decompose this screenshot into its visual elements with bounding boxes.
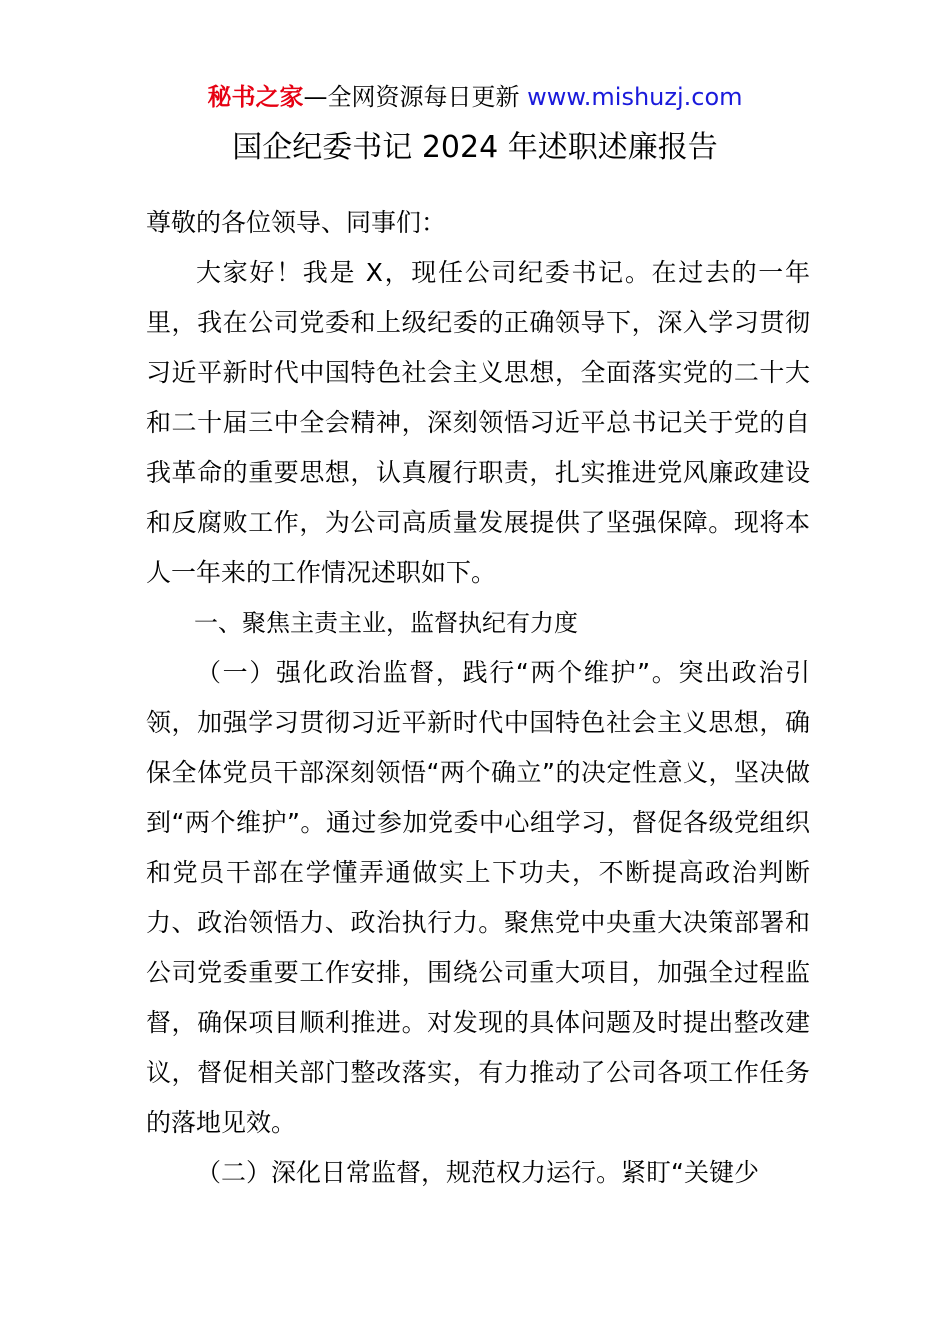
paragraph-daily-supervision: （二）深化日常监督，规范权力运行。紧盯“关键少 bbox=[196, 1158, 759, 1187]
document-body bbox=[146, 198, 810, 1198]
brand-name: 秘书之家 bbox=[207, 83, 304, 111]
paragraph-political-supervision: （一）强化政治监督，践行“两个维护”。突出政治引领，加强学习贯彻习近平新时代中国特色社会主义思想，确保全体党员干部深刻领悟“两个确立”的决定性意义，坚决做到“两个维护”。通过参加党委中心组学习，督促各级党组织和党员干部在学懂弄通做实上下功夫，不断提高政治判断力、政治领悟力、政治执行力。聚焦党中央重大决策部署和公司党委重要工作安排，围绕公司重大项目，加强全过程监督，确保项目顺利推进。对发现的具体问题及时提出整改建议，督促相关部门整改落实，有力推动了公司各项工作任务的落地见效。 bbox=[146, 658, 810, 1137]
section-heading-1: 一、聚焦主责主业，监督执纪有力度 bbox=[194, 609, 578, 637]
header-tagline: —全网资源每日更新 bbox=[303, 83, 528, 111]
site-url-link[interactable]: www.mishuzj.com bbox=[527, 83, 743, 111]
paragraph-intro: 大家好！我是 X，现任公司纪委书记。在过去的一年里，我在公司党委和上级纪委的正确领导下，深入学习贯彻习近平新时代中国特色社会主义思想，全面落实党的二十大和二十届三中全会精神，深刻领悟习近平总书记关于党的自我革命的重要思想，认真履行职责，扎实推进党风廉政建设和反腐败工作，为公司高质量发展提供了坚强保障。现将本人一年来的工作情况述职如下。 bbox=[146, 258, 810, 587]
salutation: 尊敬的各位领导、同事们： bbox=[146, 208, 447, 237]
site-header bbox=[0, 80, 950, 114]
document-title: 国企纪委书记 2024 年述职述廉报告 bbox=[232, 130, 718, 165]
